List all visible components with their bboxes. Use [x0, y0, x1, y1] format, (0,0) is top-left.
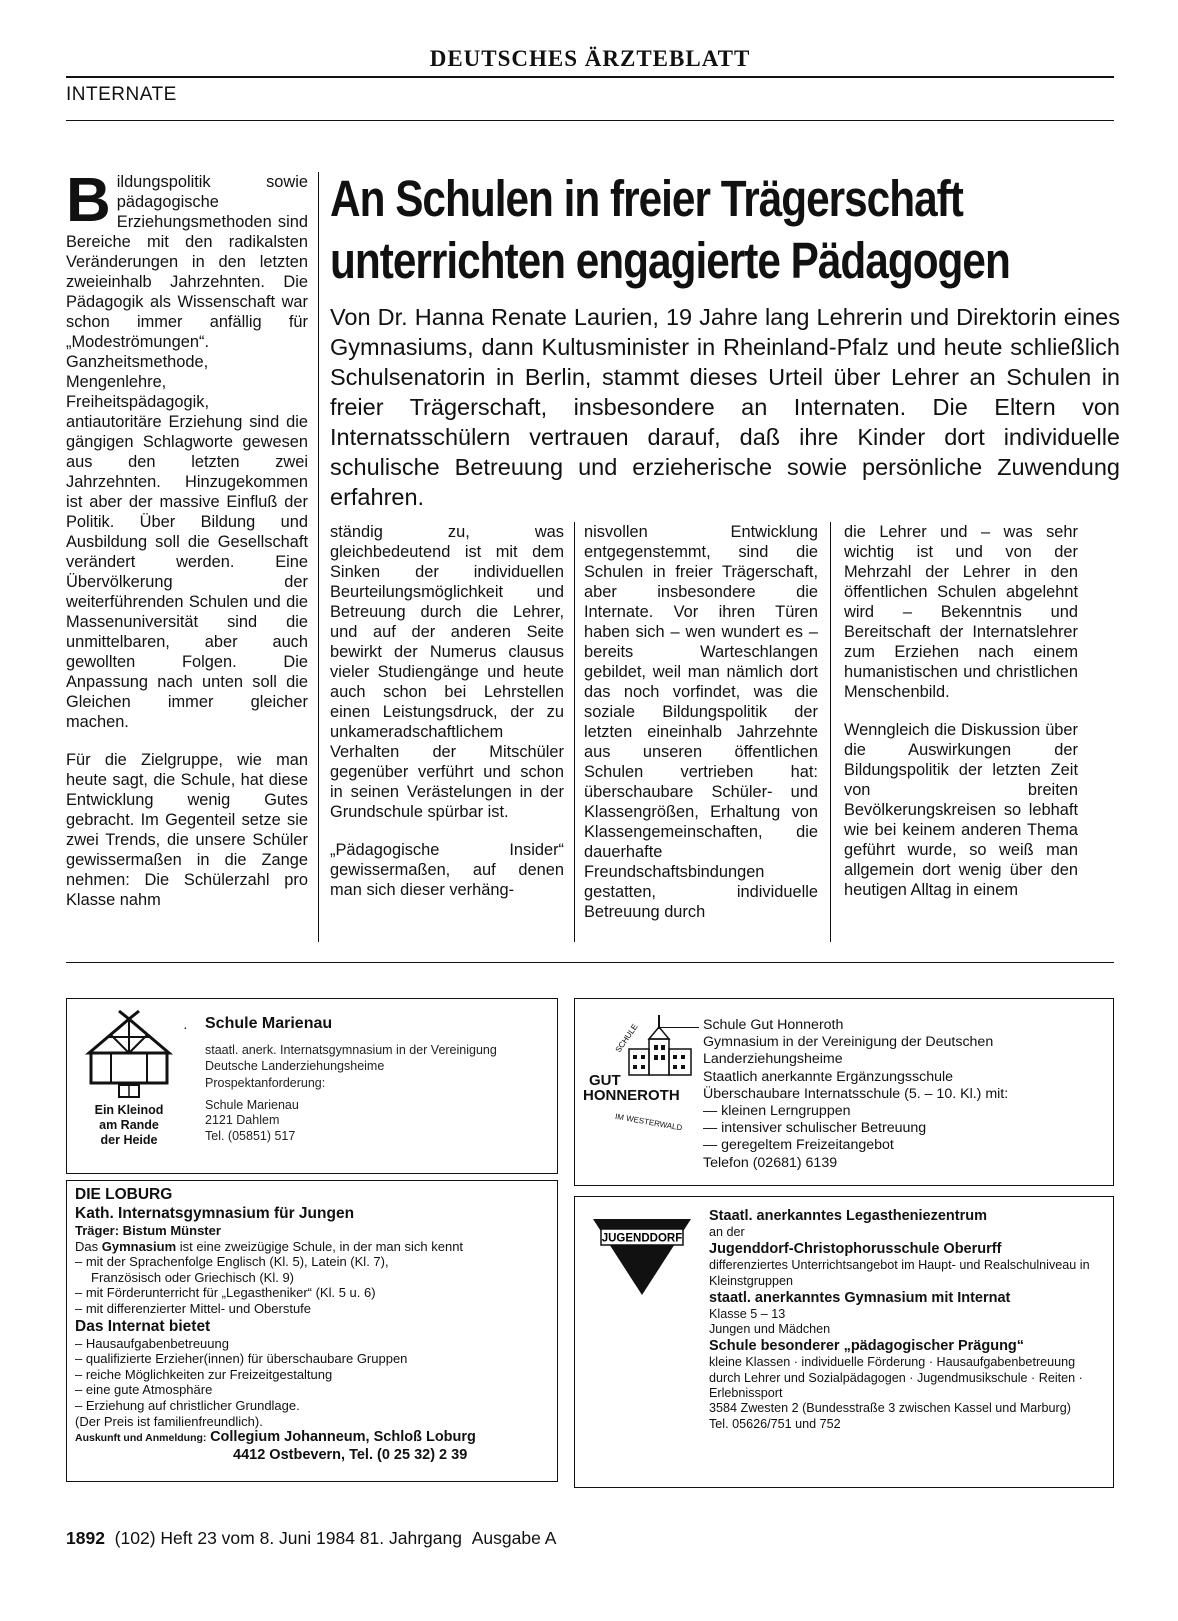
- masthead: DEUTSCHES ÄRZTEBLATT: [429, 46, 751, 71]
- logo-text: JUGENDDORF: [601, 1232, 683, 1245]
- ad-line: Schule Gut Honneroth: [703, 1017, 844, 1033]
- list-item: – reiche Möglichkeiten zur Freizeitgestaltung: [75, 1366, 333, 1382]
- contact-address: 4412 Ostbevern, Tel. (0 25 32) 2 39: [233, 1446, 468, 1463]
- ad-line: 3584 Zwesten 2 (Bundesstraße 3 zwischen Kassel und Marburg): [709, 1401, 1071, 1416]
- ad-line: Tel. 05626/751 und 752: [709, 1416, 841, 1431]
- section-rule: [66, 120, 1114, 121]
- ad-subtitle: Kath. Internatsgymnasium für Jungen: [75, 1205, 355, 1222]
- headline-line: unterrichten engagierte Pädagogen: [330, 232, 1010, 289]
- masthead-rule: [66, 76, 1114, 78]
- list-item: – mit der Sprachenfolge Englisch (Kl. 5), Latein (Kl. 7),: [75, 1254, 389, 1270]
- contact-label: Auskunft und Anmeldung:: [75, 1432, 207, 1445]
- ad-line: — intensiver schulischer Betreuung: [703, 1120, 927, 1137]
- paragraph-text: ildungspolitik sowie pädagogische Erziehungsmethoden sind Bereiche mit den radikalsten Veränderungen in den letzten zweieinhalb Jahrzehnten. Die Pädagogik als Wissenschaft war schon immer anfällig für „Modeströmungen“. Ganzheitsmethode, Mengenlehre, Freiheitspädagogik, antiautoritäre Erziehung sind die gängigen Schlagworte gewesen aus den letzten zwei Jahrzehnten. Hinzugekommen ist aber der massive Einfluß der Politik. Über Bildung und Ausbildung soll die Gesellschaft verändert werden. Eine Übervölkerung der weiterführenden Schulen und die Massenuniversität sind die unmittelbaren, aber auch gewollten Folgen. Die Anpassung nach unten soll die Gleichen immer gleicher machen.: [66, 173, 308, 731]
- contact-line: [75, 1429, 551, 1447]
- ad-body: [703, 1017, 1103, 1172]
- ad-line: staatl. anerk. Internatsgymnasium in der Vereinigung Deutsche Landerziehungsheime: [205, 1043, 497, 1073]
- column-rule: [318, 172, 319, 942]
- list-item: – Erziehung auf christlicher Grundlage.: [75, 1397, 300, 1413]
- edition: Ausgabe A: [471, 1528, 557, 1548]
- ad-line: Jungen und Mädchen: [709, 1322, 831, 1337]
- ad-body: [709, 1207, 1105, 1432]
- logo-gut: GUT: [589, 1072, 621, 1089]
- ad-line: — kleinen Lerngruppen: [703, 1103, 851, 1120]
- list-item: – mit Förderunterricht für „Legastheniker“ (Kl. 5 u. 6): [75, 1285, 376, 1301]
- drop-cap: B: [66, 166, 111, 235]
- list-item: (Der Preis ist familienfreundlich).: [75, 1413, 263, 1429]
- ads-separator-rule: [66, 962, 1114, 963]
- logo-caption: [79, 1103, 179, 1148]
- list-item: – mit differenzierter Mittel- und Oberstufe: [75, 1300, 312, 1316]
- ad-line: Prospektanforderung:: [205, 1076, 326, 1090]
- headline: [330, 168, 1010, 292]
- logo-text: SCHULE: [613, 1022, 640, 1055]
- list-item: – qualifizierte Erzieher(innen) für überschaubare Gruppen: [75, 1351, 408, 1367]
- ad-die-loburg: [66, 1180, 558, 1482]
- ad-line: Gymnasium in der Vereinigung der Deutschen Landerziehungsheime: [703, 1034, 994, 1068]
- paragraph: ständig zu, was gleichbedeutend ist mit dem Sinken der individuellen Beurteilungsmöglichkeit und Betreuung durch die Lehrer, und auf der anderen Seite bewirkt der Numerus clausus vieler Studiengänge und heute auch schon bei Lehrstellen einen Leistungsdruck, der zu unkameradschaftlichem Verhalten der Mitschüler gegenüber verführt und schon in seinen Verästelungen in der Grundschule spürbar ist.: [330, 523, 564, 821]
- left-column: [66, 166, 308, 928]
- ad-line: Überschaubare Internatsschule (5. – 10. Kl.) mit:: [703, 1085, 1009, 1102]
- body-column-2: [584, 522, 818, 940]
- honneroth-building-logo: [605, 1013, 705, 1077]
- ad-heading: Jugenddorf-Christophorusschule Oberurff: [709, 1241, 1002, 1258]
- paragraph: Für die Zielgruppe, wie man heute sagt, die Schule, hat diese Entwicklung wenig Gutes gebracht. Im Gegenteil setze sie zwei Trends, die unsere Schüler gewissermaßen in die Zange nehmen: Die Schülerzahl pro Klasse nahm: [66, 751, 308, 909]
- ad-heading: Staatl. anerkanntes Legastheniezentrum: [709, 1208, 987, 1224]
- intro-text: Das: [75, 1238, 102, 1254]
- contact-address: Collegium Johanneum, Schloß Loburg: [210, 1429, 476, 1446]
- body-column-3: [844, 522, 1078, 918]
- paragraph: die Lehrer und – was sehr wichtig ist und von der Mehrzahl der Lehrer in den öffentlichen Schulen abgelehnt wird – Bekenntnis und Bereitschaft der Internatslehrer zum Erziehen nach einem humanistischen und christlichen Menschenbild.: [844, 523, 1078, 701]
- page-number: 1892: [66, 1528, 105, 1548]
- section-label: INTERNATE: [66, 84, 177, 105]
- ad-line: — geregeltem Freizeitangebot: [703, 1137, 894, 1154]
- marienau-house-logo: [81, 1005, 177, 1101]
- ad-line: 2121 Dahlem: [205, 1113, 280, 1127]
- ad-line: Tel. (05851) 517: [205, 1128, 296, 1143]
- headline-line: An Schulen in freier Trägerschaft: [330, 170, 963, 227]
- ad-line: Klasse 5 – 13: [709, 1306, 786, 1321]
- ad-schule-gut-honneroth: [574, 998, 1114, 1186]
- paragraph: [66, 166, 308, 732]
- page-footer: [66, 1528, 556, 1549]
- caption-line: Ein Kleinod: [94, 1103, 164, 1117]
- ad-line: an der: [709, 1225, 745, 1239]
- ad-traeger: Träger: Bistum Münster: [75, 1223, 221, 1238]
- ad-jugenddorf-christophorusschule: [574, 1196, 1114, 1488]
- ad-line: differenziertes Unterrichtsangebot im Haupt- und Realschulniveau in Kleinstgruppen: [709, 1258, 1090, 1288]
- ad-body: [205, 1043, 545, 1144]
- logo-region: IM WESTERWALD: [614, 1111, 683, 1133]
- ad-heading: staatl. anerkanntes Gymnasium mit Internat: [709, 1289, 1011, 1306]
- ad-line: Schule Marienau: [205, 1097, 299, 1112]
- ad-heading: Schule besonderer „pädagogischer Prägung“: [709, 1338, 1025, 1355]
- column-rule: [574, 522, 575, 942]
- intro-text: ist eine zweizügige Schule, in der man sich kennt: [176, 1238, 464, 1254]
- paragraph: Wenngleich die Diskussion über die Auswirkungen der Bildungspolitik der letzten Zeit von breiten Bevölkerungskreisen so lebhaft wie bei keinem anderen Thema geführt wurde, so weiß man allgemein dort wenig über den heutigen Alltag in einem: [844, 721, 1078, 899]
- ad-title: DIE LOBURG: [75, 1186, 173, 1203]
- jugenddorf-logo: [589, 1217, 695, 1297]
- ad-line: Telefon (02681) 6139: [703, 1154, 838, 1171]
- bullet-dot: ·: [183, 1019, 188, 1035]
- ad-body: [75, 1185, 551, 1464]
- column-rule: [830, 522, 831, 942]
- ad-schule-marienau: [66, 998, 558, 1174]
- caption-line: der Heide: [100, 1133, 158, 1147]
- list-item: – Hausaufgabenbetreuung: [75, 1335, 229, 1351]
- logo-name: HONNEROTH: [583, 1087, 680, 1104]
- intro-bold: Gymnasium: [101, 1238, 177, 1254]
- list-item: – eine gute Atmosphäre: [75, 1382, 213, 1398]
- paragraph: „Pädagogische Insider“ gewissermaßen, auf denen man sich dieser verhäng-: [330, 841, 564, 899]
- school-name: Schule Marienau: [205, 1015, 333, 1032]
- list-item: Französisch oder Griechisch (Kl. 9): [91, 1269, 295, 1285]
- ad-line: Staatlich anerkannte Ergänzungsschule: [703, 1068, 954, 1085]
- lead-paragraph: Von Dr. Hanna Renate Laurien, 19 Jahre lang Lehrerin und Direktorin eines Gymnasiums, dann Kultusminister in Rheinland-Pfalz und heute schließlich Schulsenatorin in Berlin, stammt dieses Urteil über Lehrer an Schulen in freier Trägerschaft, insbesondere an Internaten. Die Eltern von Internatsschülern vertrauen darauf, daß ihre Kinder dort individuelle schulische Betreuung und erzieherische sowie persönliche Zuwendung erfahren.: [330, 304, 1120, 510]
- paragraph: nisvollen Entwicklung entgegenstemmt, sind die Schulen in freier Trägerschaft, aber insbesondere die Internate. Vor ihren Türen haben sich – wen wundert es – bereits Warteschlangen gebildet, weil man nämlich dort das noch vorfindet, was die soziale Bildungspolitik der letzten eineinhalb Jahrzehnte aus unseren öffentlichen Schulen vertrieben hat: überschaubare Schüler- und Klassengrößen, Erhaltung von Klassengemeinschaften, die dauerhafte Freundschaftsbindungen gestatten, individuelle Betreuung durch: [584, 523, 818, 921]
- internat-title: Das Internat bietet: [75, 1317, 211, 1335]
- logo-rule: [659, 1027, 699, 1028]
- ad-intro: [75, 1239, 551, 1255]
- body-column-1: [330, 522, 564, 918]
- caption-line: am Rande: [99, 1118, 159, 1132]
- ad-line: kleine Klassen · individuelle Förderung · Hausaufgabenbetreuung durch Lehrer und Sozialpädagogen · Jugendmusikschule · Reiten · Erlebnissport: [709, 1355, 1083, 1401]
- issue-info: (102) Heft 23 vom 8. Juni 1984 81. Jahrgang: [114, 1528, 462, 1548]
- honneroth-logo-text: [583, 1072, 685, 1133]
